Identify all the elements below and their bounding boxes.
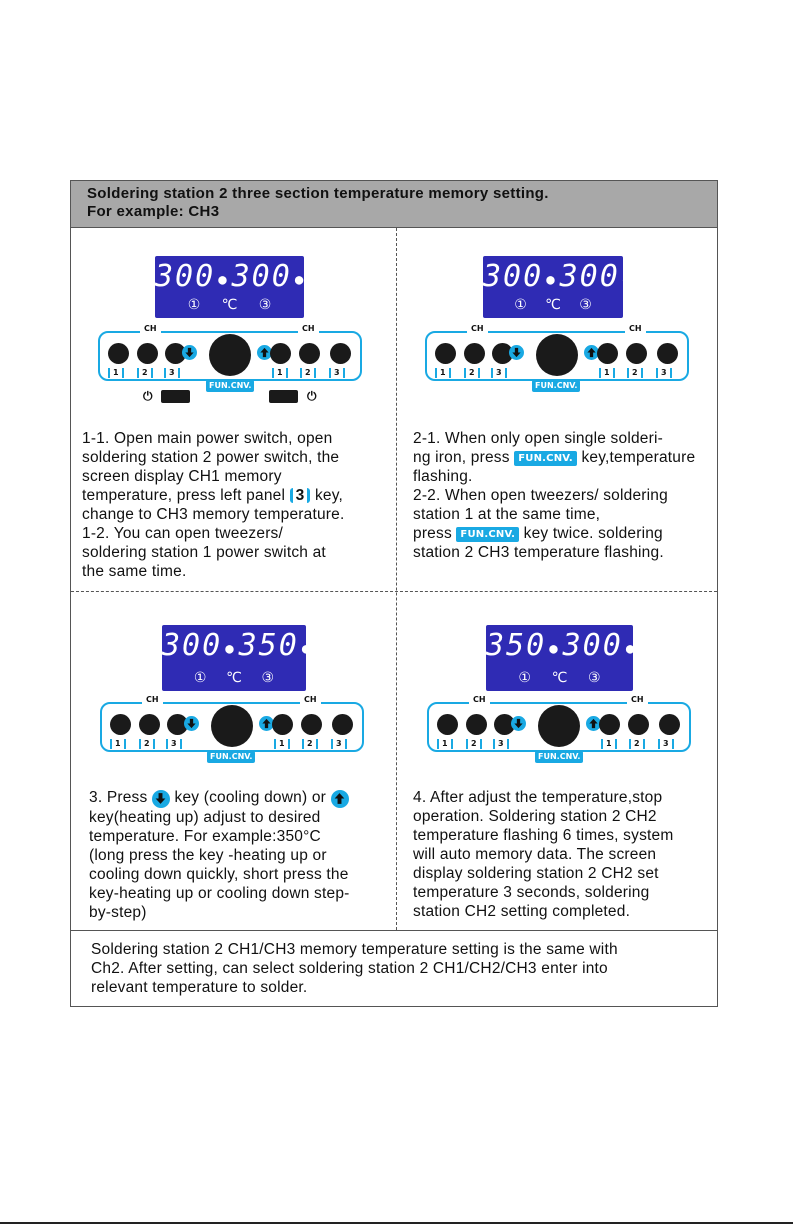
ch-num: 3 <box>331 739 347 749</box>
left-temperature: 300 <box>162 628 223 663</box>
celsius-icon: ℃ <box>221 297 238 313</box>
down-arrow-icon <box>152 790 170 808</box>
ch-num: 3 <box>658 739 674 749</box>
main-button[interactable] <box>538 705 580 747</box>
right-ch2-button[interactable] <box>628 714 649 735</box>
right-ch3-button[interactable] <box>657 343 678 364</box>
left-ch1-button[interactable] <box>108 343 129 364</box>
horizontal-divider <box>71 591 717 592</box>
left-ch2-button[interactable] <box>137 343 158 364</box>
text-line: flashing. <box>413 468 473 485</box>
circle-one-icon: ① <box>187 297 201 313</box>
ch-num: 2 <box>464 368 480 378</box>
ch-num: 1 <box>274 739 290 749</box>
ch-label-right: CH <box>627 695 648 704</box>
step-cell-2 <box>396 228 721 590</box>
text-line: soldering station 1 power switch at <box>82 544 326 561</box>
ch-num: 2 <box>627 368 643 378</box>
step-text <box>82 429 344 581</box>
step-text <box>413 788 673 921</box>
lcd-icons <box>483 297 623 313</box>
ch-label-right: CH <box>625 324 646 333</box>
text-line: temperature flashing 6 times, system <box>413 827 674 844</box>
down-arrow-icon[interactable] <box>511 716 526 731</box>
ch-label-left: CH <box>469 695 490 704</box>
down-arrow-icon[interactable] <box>509 345 524 360</box>
text-line: station CH2 setting completed. <box>413 903 631 920</box>
ch-num: 1 <box>110 739 126 749</box>
main-button[interactable] <box>211 705 253 747</box>
right-ch3-button[interactable] <box>332 714 353 735</box>
circle-one-icon: ① <box>518 670 531 686</box>
lcd-digits: 300 ● 350 ● <box>162 628 313 663</box>
fun-cnv-label: FUN.CNV. <box>532 380 580 392</box>
text-line: temperature. For example:350°C <box>89 827 321 845</box>
ch-label-right: CH <box>300 695 321 704</box>
text-line: temperature, press left panel 3 key, <box>82 487 344 504</box>
power-icon: ⏻ <box>307 389 317 403</box>
text-line: 1-1. Open main power switch, open <box>82 430 333 447</box>
step-cell-1 <box>71 228 396 590</box>
circle-three-icon: ③ <box>258 297 272 313</box>
ch-num: 2 <box>466 739 482 749</box>
lcd-display <box>155 256 304 318</box>
right-power-switch[interactable] <box>269 390 298 403</box>
fun-cnv-label: FUN.CNV. <box>206 380 254 392</box>
text-line: 2-1. When only open single solderi- <box>413 430 663 447</box>
ch-label-left: CH <box>467 324 488 333</box>
text-line: the same time. <box>82 563 187 580</box>
main-button[interactable] <box>209 334 251 376</box>
text-line: change to CH3 memory temperature. <box>82 506 345 523</box>
text-line: by-step) <box>89 903 147 921</box>
celsius-icon: ℃ <box>551 670 568 686</box>
control-panel <box>427 695 691 752</box>
right-temperature: 300 <box>231 259 292 294</box>
right-ch1-button[interactable] <box>270 343 291 364</box>
circle-one-icon: ① <box>193 670 207 686</box>
footer-line-3: relevant temperature to solder. <box>91 979 308 996</box>
text-line: key(heating up) adjust to desired <box>89 808 321 826</box>
right-ch2-button[interactable] <box>299 343 320 364</box>
page-bottom-rule <box>0 1222 793 1224</box>
text-line: station 1 at the same time, <box>413 506 601 523</box>
text-line: station 2 CH3 temperature flashing. <box>413 544 664 561</box>
ch-num: 2 <box>137 368 153 378</box>
text-line: will auto memory data. The screen <box>413 846 657 863</box>
section-header <box>71 181 717 228</box>
ch-num: 3 <box>493 739 509 749</box>
fun-cnv-key-icon: FUN.CNV. <box>456 527 519 542</box>
lcd-icons <box>162 670 306 686</box>
right-ch3-button[interactable] <box>659 714 680 735</box>
lcd-digits: 350 ● 300 ● <box>486 628 637 663</box>
text-line: soldering station 2 power switch, the <box>82 449 340 466</box>
ch-label-left: CH <box>140 324 161 333</box>
ch-num: 2 <box>300 368 316 378</box>
text-line: 2-2. When open tweezers/ soldering <box>413 487 668 504</box>
ch-num: 3 <box>656 368 672 378</box>
ch-num: 3 <box>166 739 182 749</box>
text-line: display soldering station 2 CH2 set <box>413 865 659 882</box>
ch-num: 3 <box>164 368 180 378</box>
ch3-key-icon: 3 <box>290 488 311 503</box>
celsius-icon: ℃ <box>545 297 561 313</box>
text-line: operation. Soldering station 2 CH2 <box>413 808 657 825</box>
left-ch1-button[interactable] <box>435 343 456 364</box>
left-temperature: 300 <box>155 259 216 294</box>
circle-three-icon: ③ <box>588 670 601 686</box>
circle-three-icon: ③ <box>579 297 592 313</box>
fun-cnv-label: FUN.CNV. <box>535 751 583 763</box>
text-line: screen display CH1 memory <box>82 468 282 485</box>
celsius-icon: ℃ <box>226 670 242 686</box>
ch-num: 2 <box>302 739 318 749</box>
header-line-2: For example: CH3 <box>87 203 220 220</box>
ch-num: 1 <box>108 368 124 378</box>
lcd-display <box>162 625 313 691</box>
main-button[interactable] <box>536 334 578 376</box>
right-ch3-button[interactable] <box>330 343 351 364</box>
left-ch2-button[interactable] <box>466 714 487 735</box>
control-panel <box>98 324 362 381</box>
up-arrow-icon <box>331 790 349 808</box>
control-panel <box>100 695 364 752</box>
right-ch2-button[interactable] <box>301 714 322 735</box>
right-ch1-button[interactable] <box>272 714 293 735</box>
lcd-digits: 300 ● 300 ● <box>483 259 634 294</box>
text-line: press FUN.CNV. key twice. soldering <box>413 525 663 542</box>
text-line: 4. After adjust the temperature,stop <box>413 789 663 806</box>
text-line: 1-2. You can open tweezers/ <box>82 525 284 542</box>
right-temperature: 300 <box>562 628 623 663</box>
footer-line-2: Ch2. After setting, can select soldering station 2 CH1/CH2/CH3 enter into <box>91 960 608 977</box>
footer-line-1: Soldering station 2 CH1/CH3 memory temperature setting is the same with <box>91 941 618 958</box>
instruction-frame <box>70 180 718 1007</box>
ch-label-left: CH <box>142 695 163 704</box>
power-icon: ⏻ <box>143 389 153 403</box>
ch-label-right: CH <box>298 324 319 333</box>
fun-cnv-label: FUN.CNV. <box>207 751 255 763</box>
ch-num: 2 <box>139 739 155 749</box>
left-ch1-button[interactable] <box>437 714 458 735</box>
left-ch1-button[interactable] <box>110 714 131 735</box>
right-temperature: 300 <box>559 259 620 294</box>
text-line: key-heating up or cooling down step- <box>89 884 350 902</box>
left-temperature: 350 <box>486 628 547 663</box>
header-line-1: Soldering station 2 three section temperature memory setting. <box>87 185 549 202</box>
ch-num: 1 <box>435 368 451 378</box>
down-arrow-icon[interactable] <box>184 716 199 731</box>
left-temperature: 300 <box>483 259 544 294</box>
ch-num: 1 <box>601 739 617 749</box>
ch-num: 3 <box>491 368 507 378</box>
left-ch2-button[interactable] <box>464 343 485 364</box>
left-ch2-button[interactable] <box>139 714 160 735</box>
step-text <box>413 429 695 562</box>
lcd-display <box>483 256 634 318</box>
circle-one-icon: ① <box>514 297 527 313</box>
right-ch1-button[interactable] <box>599 714 620 735</box>
control-panel <box>425 324 689 381</box>
fun-cnv-key-icon: FUN.CNV. <box>514 451 577 466</box>
left-power-switch[interactable] <box>161 390 190 403</box>
right-ch1-button[interactable] <box>597 343 618 364</box>
lcd-icons <box>155 297 304 313</box>
lcd-display <box>486 625 637 691</box>
lcd-digits: 300 ● 300 ● <box>155 259 306 294</box>
step-text <box>89 788 350 922</box>
ch-num: 1 <box>272 368 288 378</box>
text-line: (long press the key -heating up or <box>89 846 327 864</box>
ch-num: 3 <box>329 368 345 378</box>
ch-num: 2 <box>629 739 645 749</box>
text-line: 3. Press key (cooling down) or <box>89 788 350 808</box>
text-line: ng iron, press FUN.CNV. key,temperature <box>413 449 696 466</box>
ch-num: 1 <box>599 368 615 378</box>
ch-num: 1 <box>437 739 453 749</box>
down-arrow-icon[interactable] <box>182 345 197 360</box>
circle-three-icon: ③ <box>261 670 275 686</box>
right-temperature: 350 <box>238 628 299 663</box>
lcd-icons <box>486 670 633 686</box>
footer-note <box>71 930 717 1006</box>
text-line: cooling down quickly, short press the <box>89 865 349 883</box>
text-line: temperature 3 seconds, soldering <box>413 884 650 901</box>
right-ch2-button[interactable] <box>626 343 647 364</box>
